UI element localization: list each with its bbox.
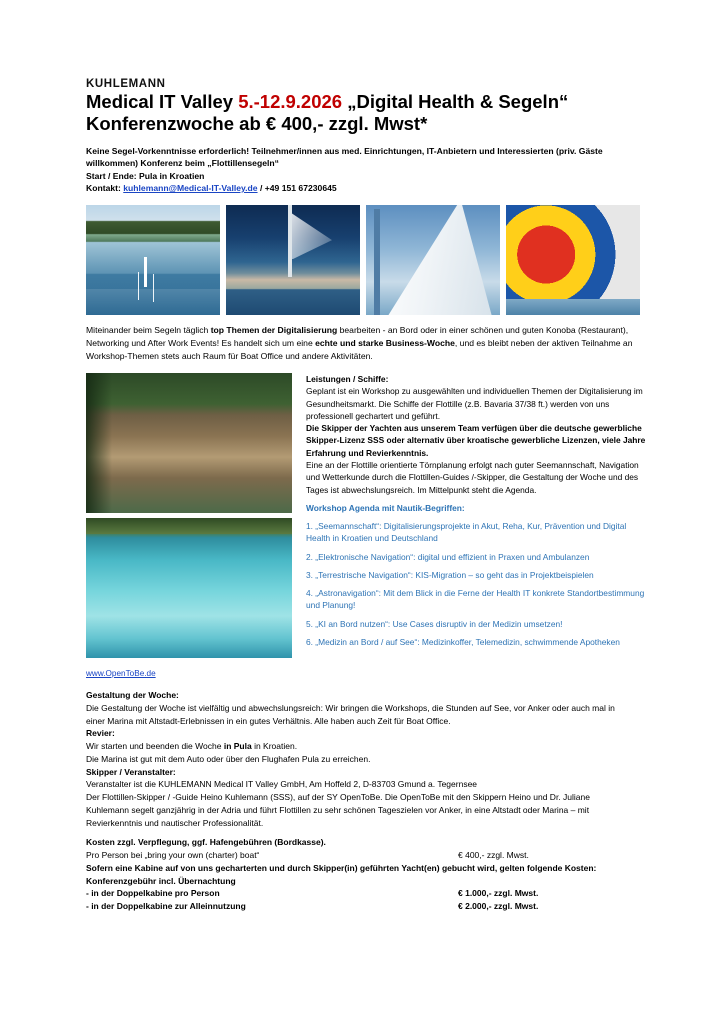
price-value: € 400,- zzgl. Mwst. bbox=[458, 850, 529, 861]
title-date: 5.-12.9.2026 bbox=[238, 91, 343, 112]
intro-line-1: Keine Segel-Vorkenntnisse erforderlich! Teilnehmer/innen aus med. Einrichtungen, IT-Anbietern und Interessierten (priv. Gäste bbox=[86, 145, 603, 156]
price-label: - in der Doppelkabine zur Alleinnutzung bbox=[86, 901, 246, 912]
photo-colourful-spinnaker bbox=[506, 205, 640, 315]
photo-bay-with-sailboat bbox=[86, 205, 220, 315]
price-label: Sofern eine Kabine auf von uns gecharterten und durch Skipper(in) geführten Yacht(en) gebucht wird, gelten folgende Kosten: bbox=[86, 862, 597, 873]
skipper-line-4: Revierkenntnis und nautischer Professionalität. bbox=[86, 817, 264, 828]
document-content bbox=[86, 78, 646, 913]
contact-label: Kontakt: bbox=[86, 183, 124, 194]
under-photos-text-d: (Restaurant), Networking und After Work Events! Es handelt sich um eine bbox=[86, 325, 629, 349]
price-row bbox=[86, 875, 646, 888]
contact-email-link[interactable]: kuhlemann@Medical-IT-Valley.de bbox=[123, 183, 258, 194]
revier-line-1a: Wir starten und beenden die Woche bbox=[86, 741, 224, 752]
under-photos-text-b: top Themen der Digitalisierung bbox=[210, 325, 338, 336]
photo-mast-and-old-town bbox=[226, 205, 360, 315]
skipper-line-1: Veranstalter ist die KUHLEMANN Medical IT Valley GmbH, Am Hoffeld 2, D-83703 Gmund a. Tegernsee bbox=[86, 779, 478, 790]
header-block bbox=[86, 78, 646, 135]
photo-strip bbox=[86, 205, 646, 315]
bottom-sections bbox=[86, 689, 646, 913]
revier-line-1b: in Pula bbox=[223, 741, 252, 752]
price-row bbox=[86, 900, 646, 913]
agenda-item-2: 2. „Elektronische Navigation“: digital und effizient in Praxen und Ambulanzen bbox=[306, 551, 590, 562]
under-photos-text-e: echte und starke Business-Woche bbox=[315, 338, 455, 349]
price-label: Pro Person bei „bring your own (charter) boat“ bbox=[86, 850, 260, 861]
under-photos-paragraph bbox=[86, 324, 646, 363]
photo-turquoise-water bbox=[86, 518, 292, 658]
agenda-item-4: 4. „Astronavigation“: Mit dem Blick in die Ferne der Health IT konkrete Standortbestimmung und Planung! bbox=[306, 588, 645, 611]
photo-konoba-terrace bbox=[86, 373, 292, 513]
intro-contact-line bbox=[86, 182, 646, 194]
skipper-line-2: Der Flottillen-Skipper / -Guide Heino Kuhlemann (SSS), auf der SY OpenToBe. Die OpenToBe mit den Skippern Heino und Dr. Juliane bbox=[86, 792, 590, 803]
price-row bbox=[86, 849, 646, 862]
intro-block bbox=[86, 145, 646, 195]
services-paragraph-1: Geplant ist ein Workshop zu ausgewählten und individuellen Themen der Digitalisierung im Gesundheitsmarkt. Die Schiffe der Flottille (z.B. Bavaria 37/38 ft.) werden von uns professionell gechartert und geführt. bbox=[306, 386, 643, 421]
revier-line-1 bbox=[86, 740, 646, 753]
title-quote: „Digital Health & Segeln“ bbox=[347, 91, 569, 112]
opentobe-website-link[interactable]: www.OpenToBe.de bbox=[86, 669, 156, 679]
services-column bbox=[306, 373, 646, 681]
page-title bbox=[86, 91, 646, 113]
revier-line-2: Die Marina ist gut mit dem Auto oder über den Flughafen Pula zu erreichen. bbox=[86, 753, 371, 764]
intro-line-2: willkommen) Konferenz beim „Flottillensegeln“ bbox=[86, 158, 279, 169]
agenda-item-1: 1. „Seemannschaft“: Digitalisierungsprojekte in Akut, Reha, Kur, Prävention und Digital Health in Kroatien und Deutschland bbox=[306, 521, 627, 544]
gestaltung-line-2: einer Marina mit Altstadt-Erlebnissen in ein gutes Verhältnis. Alle haben auch Zeit für Boat Office. bbox=[86, 715, 451, 726]
price-label: Konferenzgebühr incl. Übernachtung bbox=[86, 875, 236, 886]
two-column-region bbox=[86, 373, 646, 681]
kosten-heading: Kosten zzgl. Verpflegung, ggf. Hafengebühren (Bordkasse). bbox=[86, 837, 326, 848]
price-row bbox=[86, 887, 646, 900]
services-heading: Leistungen / Schiffe: bbox=[306, 374, 389, 385]
price-value: € 1.000,- zzgl. Mwst. bbox=[458, 888, 539, 899]
price-row bbox=[86, 862, 646, 875]
services-paragraph-3: Eine an der Flottille orientierte Törnplanung erfolgt nach guter Seemannschaft, Navigation und Wetterkunde durch die Flottillen-Guides /-Skipper, die Gestaltung der Woche und des Tages ist abwechslungsreich. Im Mittelpunkt steht die Agenda. bbox=[306, 460, 639, 495]
revier-heading: Revier: bbox=[86, 728, 115, 739]
under-photos-text-f: , und es bleibt neben der bbox=[454, 338, 550, 349]
skipper-line-3: Kuhlemann segelt ganzjährig in der Adria und führt Flottillen zu sehr schönen Tageszielen vor Anker, in eine Altstadt oder Marina – mit bbox=[86, 804, 590, 815]
agenda-heading: Workshop Agenda mit Nautik-Begriffen: bbox=[306, 502, 465, 513]
brand-name: KUHLEMANN bbox=[86, 78, 166, 90]
under-photos-text-c: bearbeiten - an Bord oder in einer schönen und guten Konoba bbox=[337, 325, 576, 336]
revier-line-1c: in Kroatien. bbox=[251, 741, 298, 752]
gestaltung-line-1: Die Gestaltung der Woche ist vielfältig und abwechslungsreich: Wir bringen die Workshops, die Stunden auf See, vor Anker oder auch mal in bbox=[86, 702, 615, 713]
agenda-item-6: 6. „Medizin an Bord / auf See“: Medizinkoffer, Telemedizin, schwimmende Apotheken bbox=[306, 636, 620, 647]
under-photos-text-g: aktiven Teilnahme an Workshop-Themen stets auch Raum für Boat Office und andere Aktivitäten. bbox=[86, 338, 633, 362]
contact-phone: / +49 151 67230645 bbox=[257, 183, 337, 194]
under-photos-text-a: Miteinander beim Segeln täglich bbox=[86, 325, 211, 336]
agenda-item-3: 3. „Terrestrische Navigation“: KIS-Migration – so geht das in Projektbeispielen bbox=[306, 569, 594, 580]
services-paragraph-2: Die Skipper der Yachten aus unserem Team verfügen über die deutsche gewerbliche Skipper-Lizenz SSS oder alternativ über kroatische gewerbliche Lizenzen, viele Jahre Erfahrung und Revierkenntnis. bbox=[306, 423, 646, 458]
left-photo-column bbox=[86, 373, 292, 681]
spacer bbox=[86, 829, 646, 836]
skipper-heading: Skipper / Veranstalter: bbox=[86, 766, 176, 777]
agenda-item-5: 5. „KI an Bord nutzen“: Use Cases disruptiv in der Medizin umsetzen! bbox=[306, 618, 563, 629]
title-subline: Konferenzwoche ab € 400,- zzgl. Mwst* bbox=[86, 112, 428, 134]
photo-white-sail-closeup bbox=[366, 205, 500, 315]
price-value: € 2.000,- zzgl. Mwst. bbox=[458, 901, 539, 912]
price-label: - in der Doppelkabine pro Person bbox=[86, 888, 220, 899]
title-main: Medical IT Valley bbox=[86, 91, 234, 112]
intro-line-3: Start / Ende: Pula in Kroatien bbox=[86, 170, 205, 181]
gestaltung-heading: Gestaltung der Woche: bbox=[86, 690, 179, 701]
